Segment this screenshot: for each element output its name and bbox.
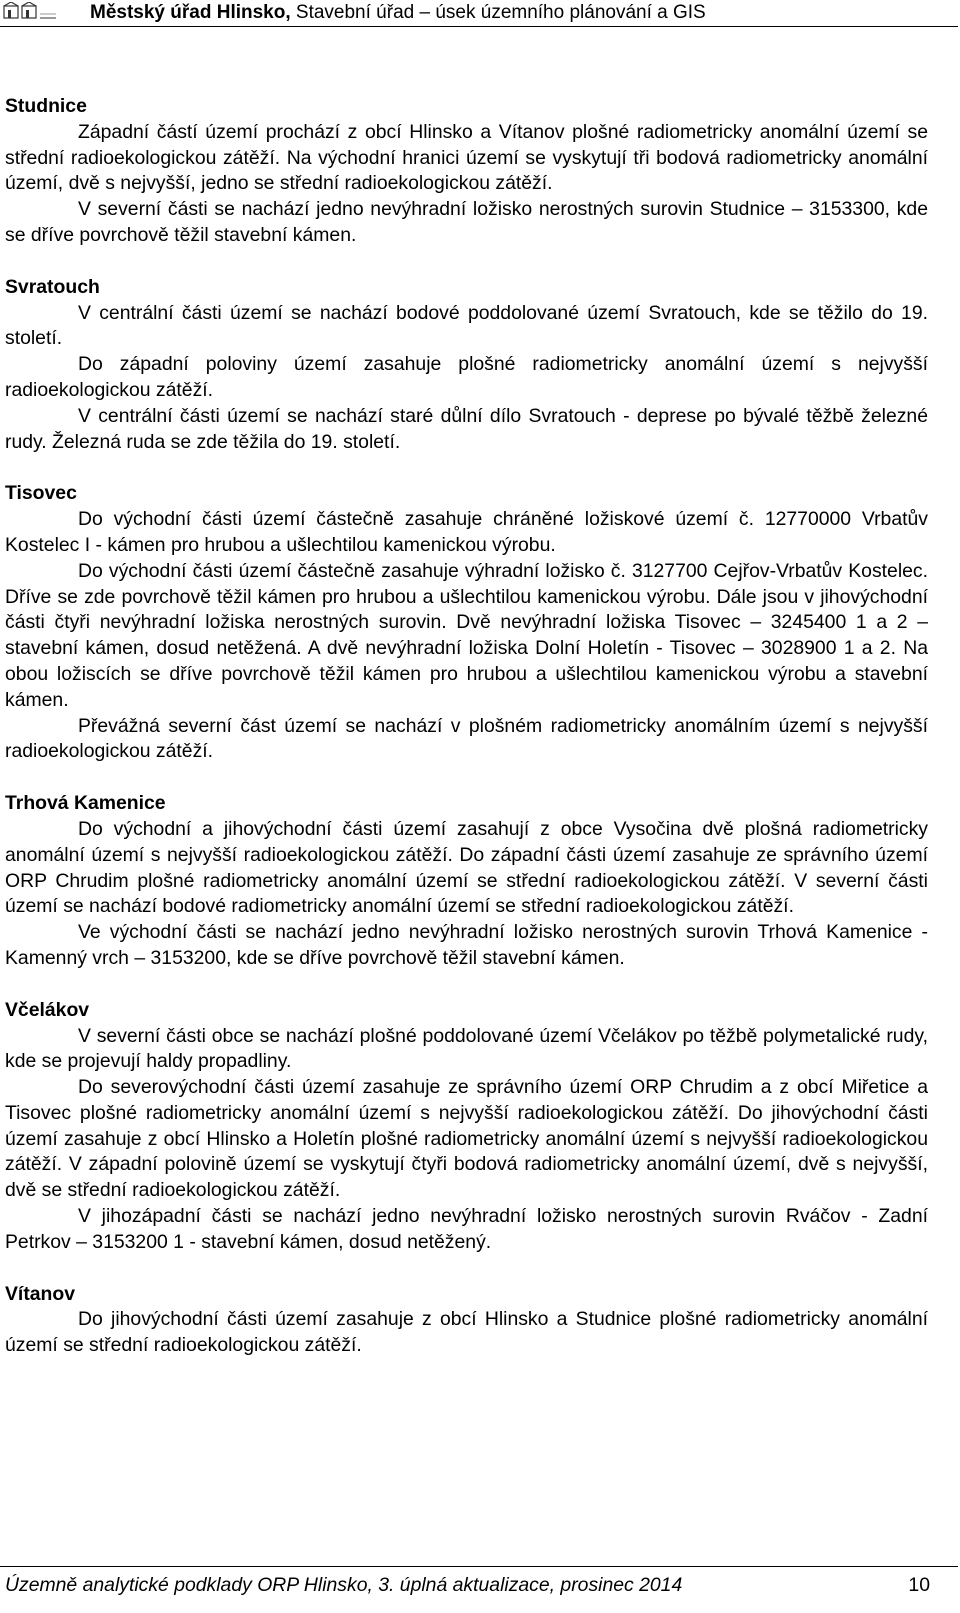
paragraph: Ve východní části se nachází jedno nevýhradní ložisko nerostných surovin Trhová Kamenice - Kamenný vrch – 3153200, kde se dříve povrchově těžil stavební kámen.	[5, 921, 928, 969]
paragraph: Západní částí území prochází z obcí Hlinsko a Vítanov plošné radiometricky anomální území se střední radioekologickou zátěží. Na východní hranici území se vyskytují tři bodová radiometricky anomální území, dvě s nejvyšší, jedno se střední radioekologickou zátěží.	[5, 120, 928, 195]
hlinsko-logo-icon	[2, 2, 58, 22]
paragraph: V centrální části území se nachází staré důlní dílo Svratouch - deprese po bývalé těžbě železné rudy. Železná ruda se zde těžila do 19. století.	[5, 404, 928, 453]
section-title: Svratouch	[5, 275, 100, 298]
paragraph: Převážná severní část území se nachází v plošném radiometricky anomálním území s nejvyšší radioekologickou zátěží.	[5, 714, 928, 763]
paragraph: Do jihovýchodní části území zasahuje z obcí Hlinsko a Studnice plošné radiometricky anomální území se střední radioekologickou zátěží.	[5, 1308, 928, 1357]
section-trhova-kamenice	[5, 791, 928, 972]
header-org: Městský úřad Hlinsko,	[90, 2, 291, 23]
footer-divider	[0, 1566, 958, 1567]
section-svratouch	[5, 275, 928, 456]
section-title: Vítanov	[5, 1282, 76, 1305]
paragraph: Do východní a jihovýchodní části území zasahují z obce Vysočina dvě plošná radiometricky anomální území s nejvyšší radioekologickou zátěží. Do západní části území zasahuje ze správního území ORP Chrudim plošné radiometricky anomální území se střední radioekologickou zátěží. V severní části území se nachází bodové radiometricky anomální území se střední radioekologickou zátěží.	[5, 817, 928, 918]
header-dept: Stavební úřad – úsek územního plánování a GIS	[295, 2, 706, 23]
page-number: 10	[908, 1574, 930, 1596]
paragraph: Do západní poloviny území zasahuje plošné radiometricky anomální území s nejvyšší radioekologickou zátěží.	[5, 353, 928, 401]
section-title: Včelákov	[5, 998, 90, 1021]
section-vitanov	[5, 1282, 928, 1359]
document-body	[5, 94, 928, 1385]
paragraph: V severní části se nachází jedno nevýhradní ložisko nerostných surovin Studnice – 3153300, kde se dříve povrchově těžil stavební kámen.	[5, 198, 928, 246]
section-title: Tisovec	[5, 482, 77, 505]
paragraph: V severní části obce se nachází plošné poddolované území Včelákov po těžbě polymetalické rudy, kde se projevují haldy propadliny.	[5, 1024, 928, 1073]
section-tisovec	[5, 481, 928, 765]
paragraph: Do východní části území částečně zasahuje chráněné ložiskové území č. 12770000 Vrbatův Kostelec I - kámen pro hrubou a ušlechtilou kamenickou výrobu.	[5, 508, 928, 556]
section-title: Studnice	[5, 95, 87, 117]
section-vcelakov	[5, 998, 928, 1256]
paragraph: Do východní části území částečně zasahuje výhradní ložisko č. 3127700 Cejřov-Vrbatův Kostelec. Dříve se zde povrchově těžil kámen pro hrubou a ušlechtilou kamenickou výrobu. Dále jsou v jihovýchodní části čtyři nevýhradní ložiska nerostných surovin. Dvě nevýhradní ložiska Tisovec – 3245400 1 a 2 – stavební kámen, dosud netěžená. A dvě nevýhradní ložiska Dolní Holetín - Tisovec – 3028900 1 a 2. Na obou ložiscích se dříve povrchově těžil kámen pro hrubou a ušlechtilou kamenickou výrobu a stavební kámen.	[5, 559, 928, 711]
section-studnice	[5, 94, 928, 249]
paragraph: Do severovýchodní části území zasahuje ze správního území ORP Chrudim a z obcí Miřetice a Tisovec plošné radiometricky anomální území s nejvyšší radioekologickou zátěží. Do jihovýchodní části území zasahuje z obcí Hlinsko a Holetín plošné radiometricky anomální území s nejvyšší radioekologickou zátěží. V západní polovině území se vyskytují čtyři bodová radiometricky anomální území, dvě s nejvyšší, dvě se střední radioekologickou zátěží.	[5, 1076, 928, 1202]
footer-text: Územně analytické podklady ORP Hlinsko, 3. úplná aktualizace, prosinec 2014	[5, 1574, 683, 1596]
paragraph: V jihozápadní části se nachází jedno nevýhradní ložisko nerostných surovin Rváčov - Zadní Petrkov – 3153200 1 - stavební kámen, dosud netěžený.	[5, 1205, 928, 1253]
section-title: Trhová Kamenice	[5, 792, 166, 815]
page-header	[0, 0, 960, 30]
header-divider	[0, 26, 958, 27]
header-title	[90, 2, 706, 24]
paragraph: V centrální části území se nachází bodové poddolované území Svratouch, kde se těžilo do 19. století.	[5, 301, 928, 350]
page-footer	[0, 1566, 960, 1606]
